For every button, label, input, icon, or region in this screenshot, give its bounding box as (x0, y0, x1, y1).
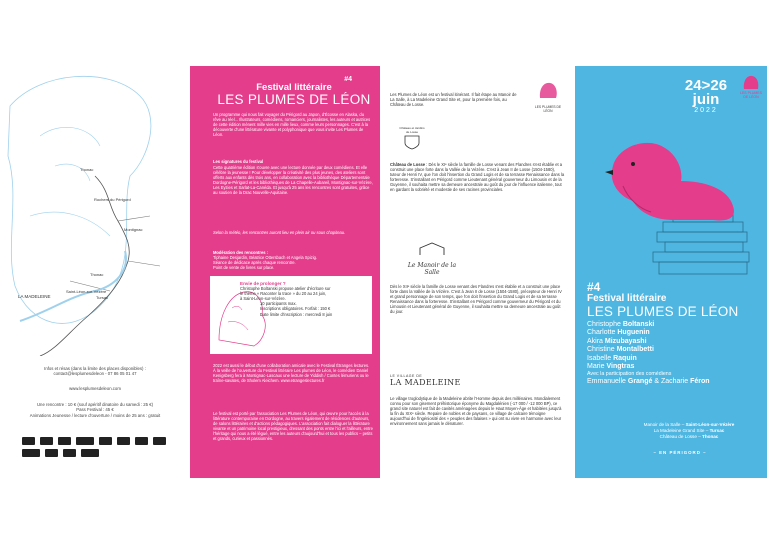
madeleine-text: Le village troglodytique de la Madeleine abrite l'Homme depuis des millénaires. Mondialement connu pour son gisement préhistorique éponyme du Magdalénien (-17 000 / -12 000 BP), ce grand site naturel est fait de cavités aménagées depuis le Haut Moyen-Âge et habitées jusqu'à la fin du XIXᵉ siècle. Repaire de nobles et de paysans, ce village de calcaire témoigne aujourd'hui de l'ingéniosité des « peuples des falaises » qui ont su vivre en harmonie avec leur environnement sans jamais le dénaturer. (390, 396, 562, 427)
chateau-logo (398, 126, 426, 155)
sponsor-logo (40, 437, 53, 445)
price-line3: Animations Jeunesse / lecture d'ouverture / moins de 25 ans : gratuit (29, 412, 161, 418)
sponsor-logo (22, 449, 40, 457)
madeleine-big-text: LA MADELEINE (390, 378, 461, 387)
sponsor-logo (153, 437, 166, 445)
sponsor-logo (81, 449, 99, 457)
festival-dates (671, 78, 741, 114)
author-item: Marie Vingtras (587, 363, 635, 371)
meteo-text: Selon la météo, les rencontres auront lieu en plein air ou sous chapiteau. (213, 230, 346, 235)
moderation-l3: Point de vente de livres sur place. (213, 265, 275, 271)
workshop-box (210, 276, 372, 354)
author-list (587, 321, 759, 371)
cover-logo-text: LES PLUMES DE LÉON (740, 91, 762, 99)
plumes-small-logo-text: LES PLUMES DE LÉON (534, 105, 562, 113)
price-block (10, 402, 180, 418)
dog-head-icon (536, 80, 560, 100)
cover-festival-label: Festival littéraire (587, 293, 667, 304)
sponsor-logo (135, 437, 148, 445)
price-line2: Pass Festival : 45 € (76, 407, 114, 413)
workshop-title: Envie de prolonger ? (240, 281, 286, 286)
crest-icon (402, 134, 422, 150)
moderation-names: Tiphaine Desjardin, Béatrice Ottersbach et Angela Spizig. (213, 255, 318, 261)
author-item: Christine Montalbetti (587, 346, 654, 354)
panel-cover (575, 66, 767, 478)
chateau-logo-text: Château et Jardins de Losse (399, 126, 425, 134)
sponsor-logo (99, 437, 112, 445)
workshop-line: Christophe Boltanski propose atelier d'écriture sur (240, 286, 331, 292)
comediens-list: Emmanuelle Grangé & Zacharie Féron (587, 378, 710, 386)
program-header (214, 76, 374, 107)
workshop-line: Date limite d'inscription : mercredi 8 juin (260, 311, 333, 317)
venue-list (615, 422, 763, 440)
signatures-title: Les signatures du festival (213, 159, 264, 164)
workshop-line: Inscriptions obligatoires. Forfait : 150 € (260, 306, 331, 312)
info-block (10, 366, 180, 377)
cover-edition-number: #4 (587, 280, 601, 294)
comediens-intro: Avec la participation des comédiens (587, 371, 672, 378)
venues-intro: Les Plumes de Léon est un festival itinérant. Il fait étape au Manoir de La Salle, à La Madeleine Grand Site et, pour la première fois, au Château de Losse. (390, 92, 517, 108)
cover-text (587, 281, 759, 387)
cover-festival-name: LES PLUMES DE LÉON (587, 304, 739, 319)
moderation-l2: Séance de dédicace après chaque rencontre. (213, 260, 296, 266)
map-label-saint-leon: Saint-Léon-sur-Vézère (66, 289, 107, 294)
author-item: Isabelle Raquin (587, 354, 637, 362)
dates-range: 24>26 (684, 77, 728, 94)
region-label: – EN PÉRIGORD – (653, 450, 707, 455)
manoir-logo (402, 241, 462, 276)
map-label-thonac-top: Thonac (80, 167, 94, 172)
festival-name: LES PLUMES DE LÉON (217, 92, 371, 107)
moderation-title: Modération des rencontres : (213, 250, 269, 255)
road-shape (40, 176, 129, 356)
author-item: Charlotte Huguenin (587, 329, 650, 337)
price-line1: Une rencontre : 10 € (souf apéritif dinatoire du samedi : 25 €) (36, 402, 154, 407)
pink-dog-shape (612, 143, 734, 221)
venue-item: Château de Losse – Thonac (659, 434, 719, 439)
map-label-tursac: Tursac (96, 295, 109, 300)
intro-text: Un programme qui nous fait voyager du Périgord au Japon, d'Écosse en Alaska, du rêve au réel... Illustrateurs, comédiens, romanciers, journalistes, les auteurs et autrices de cette édition mènent mille vies en mille lieux, comme leurs personnages. C'est à la découverte d'une littérature vivante et polyphonique que vous invite Les Plumes de Léon. (213, 112, 371, 138)
sponsor-logo (76, 437, 94, 445)
sponsor-logos (22, 437, 182, 457)
map-label-rochers: Rochers du Périgord (94, 197, 131, 202)
cover-logo (738, 74, 764, 99)
map-label-thonac: Thonac (90, 272, 104, 277)
panel-venues (380, 66, 575, 478)
plumes-small-logo (530, 80, 566, 113)
website[interactable]: www.lesplumesdeleon.com (69, 386, 121, 391)
workshop-text (240, 281, 365, 317)
workshop-line: 10 participants max. (260, 301, 297, 307)
madeleine-small-text: LE VILLAGE DE (390, 374, 423, 378)
collab-text: 2022 est aussi le début d'une collaboration amicale avec le Festival Étranges lectures. À la veille de l'ouverture du Festival littéraire Les plumes de Léon, le comédien Daniel Kenigsberg fera à Montignac-Lascaux une lecture de Yiddish / Contes lémuriens ou le traîne-savates, de Sholem Aleichem. www.etrangeslectures.fr (213, 363, 370, 384)
sponsor-logo (22, 437, 35, 445)
map-illustration (0, 66, 190, 356)
panel-map (0, 66, 190, 478)
map-label-montignac: Montignac (124, 227, 143, 232)
manoir-text: Dès le XIIᵉ siècle la famille de Losse venant des Flandres s'est établie et a construit une place forte dans la Vallée de la Vézère. C'est à Jean II de Losse (1504-1580), précepteur de Henri IV et grand personnage de son temps, que l'on doit l'insertion du Grand Logis et de sa terrasse Renaissance dans la forteresse. S'installant en Périgord comme gouverneur du Périgord et du Limousin et Lieutenant général de Guyenne, il souhaita mettre sa demeure ancestrale au goût du jour. (390, 284, 562, 315)
sponsor-logo (58, 437, 71, 445)
sponsor-logo (117, 437, 130, 445)
house-icon (412, 241, 452, 257)
signatures-text: Cette quatrième édition s'ouvre avec une lecture donnée par deux comédiens. Et elle célèbre la jeunesse ! Pour développer la créativité des plus jeunes, des ateliers sont offerts aux enfants dès trois ans, en collaboration avec la bibliothèque Départementale Dordogne-Périgord et les bibliothèques de La Chapelle-Aubareil, Montignac-sur-Vézère, Les Eyzies et Sarlat-La-Canéda. Et jusqu'à 25 ans les rencontres sont gratuites, grâce au soutien de la Drac Nouvelle-Aquitaine. (213, 165, 373, 196)
workshop-line: le thème « Raconter la trace » du 20 au 24 juin, (240, 291, 327, 297)
dog-on-books-illustration (593, 126, 763, 276)
map-label-madeleine: LA MADELEINE (18, 294, 51, 299)
dates-year: 2022 (694, 107, 718, 114)
dog-head-icon (741, 74, 761, 90)
sponsor-logo (45, 449, 58, 457)
workshop-line: à Saint-Léon-sur-Vézère. (240, 296, 286, 302)
info-line2: contact@lesplumesdeleon - 07 86 05 01 47 (53, 371, 137, 377)
edition-number: #4 (344, 76, 352, 83)
author-item: Akira Mizubayashi (587, 337, 647, 345)
venue-item: La Madeleine Grand Site – Tursac (653, 428, 725, 433)
association-text: Le festival est porté par l'association Les Plumes de Léon, qui œuvre pour l'accès à la littérature contemporaine en Dordogne, au travers également de résidences d'auteurs, de salons littéraires et d'actions pédagogiques. L'association fait dialoguer la littérature vivante et un patrimoine local prestigieux, dressant des ponts entre l'ici et l'ailleurs, entre l'héritage qui nous a été légué, entre les auteurs d'aujourd'hui et tous les publics – petits et grands, curieux et passionnés. (213, 411, 373, 442)
moderation-block (213, 250, 373, 270)
venue-item: Manoir de la Salle – Saint-Léon-sur-Vézère (643, 422, 735, 427)
losse-text: : Dès le XIᵉ siècle la famille de Losse venant des Flandres s'est établie et a construit une place forte dans la Vallée de la Vézère. C'est à Jean II de Losse (1504-1580), tuteur de Henri IV, que l'on doit l'insertion du Grand Logis et de sa terrasse Renaissance dans la forteresse. S'installant en Périgord comme Lieutenant général gouverneur du Limousin et de la Guyenne, il souhaita mettre sa demeure ancestrale au goût du jour de l'influence italienne, tout en gardant la sobriété et modestie de ses racines provinciales. (390, 162, 565, 193)
dates-month: juin (692, 91, 720, 108)
info-line1: Infos et résas (dans la limite des places disponibles) : (44, 366, 146, 371)
panel-program (190, 66, 380, 478)
manoir-logo-text: Le Manoir de la Salle (407, 262, 457, 276)
festival-label: Festival littéraire (256, 82, 332, 93)
losse-title: Château de Losse (390, 162, 426, 167)
sponsor-logo (63, 449, 76, 457)
losse-block (390, 162, 565, 193)
madeleine-logo (390, 374, 470, 387)
author-item: Christophe Boltanski (587, 321, 655, 328)
